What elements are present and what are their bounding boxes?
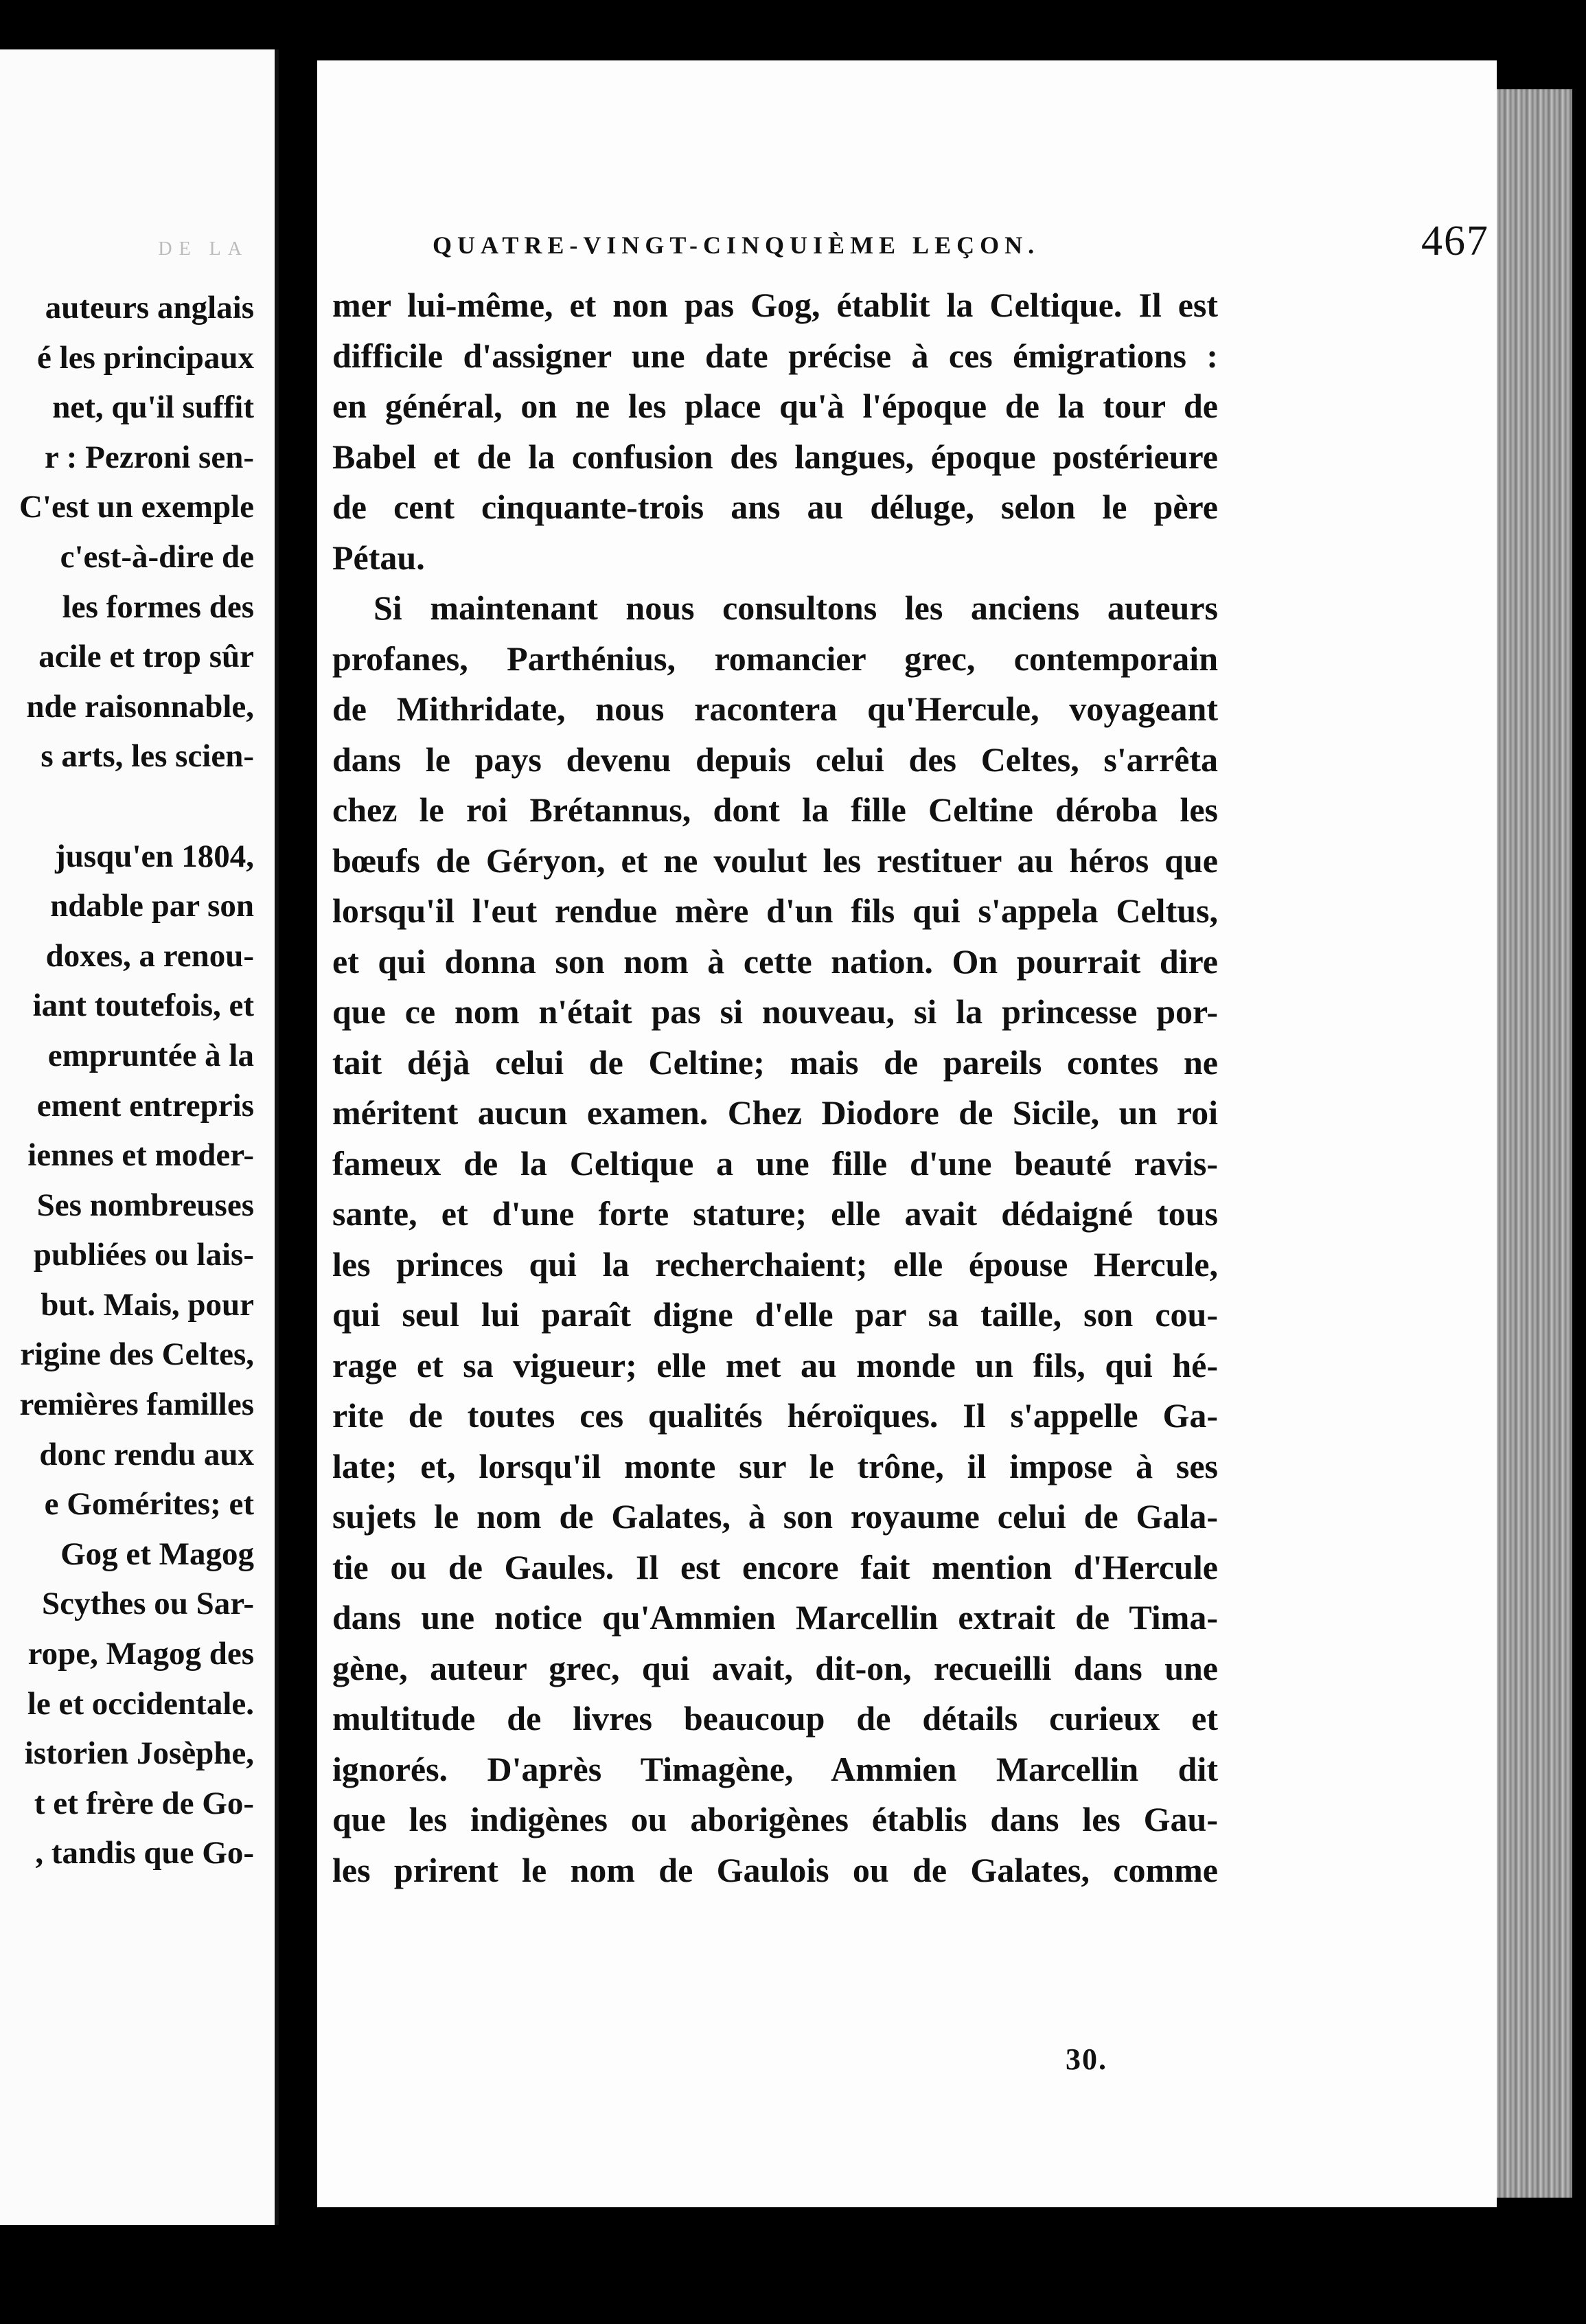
- left-line: publiées ou lais-: [33, 1237, 254, 1273]
- right-page: [317, 60, 1497, 2207]
- left-line: Ses nombreuses: [36, 1187, 254, 1223]
- left-line: istorien Josèphe,: [24, 1735, 254, 1772]
- running-head: QUATRE-VINGT-CINQUIÈME LEÇON.: [433, 231, 1040, 259]
- text-line: sujets le nom de Galates, à son royaume celui de Gala-: [332, 1497, 1218, 1536]
- left-line: , tandis que Go-: [35, 1835, 254, 1871]
- left-line: s arts, les scien-: [41, 738, 254, 775]
- left-line: r : Pezroni sen-: [45, 439, 254, 475]
- text-line: difficile d'assigner une date précise à ces émigrations :: [332, 336, 1218, 375]
- text-line: late; et, lorsqu'il monte sur le trône, il impose à ses: [332, 1446, 1218, 1485]
- left-line: Scythes ou Sar-: [42, 1586, 254, 1622]
- text-line: tie ou de Gaules. Il est encore fait mention d'Hercule: [332, 1547, 1218, 1586]
- left-line: empruntée à la: [47, 1037, 254, 1073]
- left-line: iennes et moder-: [27, 1137, 254, 1174]
- text-line: que les indigènes ou aborigènes établis dans les Gau-: [332, 1800, 1218, 1838]
- left-line: iant toutefois, et: [32, 988, 254, 1024]
- left-line: but. Mais, pour: [41, 1286, 254, 1323]
- left-line: ndable par son: [50, 888, 254, 924]
- text-line: les princes qui la recherchaient; elle épouse Hercule,: [332, 1244, 1218, 1284]
- text-line: en général, on ne les place qu'à l'époque de la tour de: [332, 387, 1218, 425]
- text-line: rite de toutes ces qualités héroïques. Il s'appelle Ga-: [332, 1396, 1218, 1435]
- left-line: donc rendu aux: [39, 1436, 254, 1472]
- text-line: profanes, Parthénius, romancier grec, contemporain: [332, 639, 1218, 678]
- left-page-text: [0, 238, 254, 1878]
- text-line: lorsqu'il l'eut rendue mère d'un fils qui s'appela Celtus,: [332, 891, 1218, 930]
- text-line: dans le pays devenu depuis celui des Celtes, s'arrêta: [332, 740, 1218, 779]
- text-line: gène, auteur grec, qui avait, dit-on, recueilli dans une: [332, 1648, 1218, 1687]
- left-line: jusqu'en 1804,: [55, 838, 254, 874]
- text-line: Babel et de la confusion des langues, époque postérieure: [332, 437, 1218, 476]
- text-line: méritent aucun examen. Chez Diodore de Sicile, un roi: [332, 1093, 1218, 1132]
- text-line: ignorés. D'après Timagène, Ammien Marcellin dit: [332, 1749, 1218, 1788]
- text-line: Si maintenant nous consultons les anciens auteurs: [373, 589, 1218, 627]
- left-line: le et occidentale.: [27, 1685, 254, 1722]
- left-line: Gog et Magog: [60, 1536, 254, 1572]
- left-line: net, qu'il suffit: [52, 389, 254, 426]
- text-line: qui seul lui paraît digne d'elle par sa taille, son cou-: [332, 1295, 1218, 1334]
- text-line: dans une notice qu'Ammien Marcellin extrait de Tima-: [332, 1598, 1218, 1637]
- left-line: [0, 782, 254, 832]
- left-page: [0, 49, 279, 2225]
- left-line: acile et trop sûr: [38, 639, 254, 675]
- text-line: fameux de la Celtique a une fille d'une beauté ravis-: [332, 1143, 1218, 1183]
- signature-mark: 30.: [1066, 2042, 1107, 2076]
- left-line: t et frère de Go-: [34, 1785, 254, 1821]
- text-line: que ce nom n'était pas si nouveau, si la princesse por-: [332, 992, 1218, 1031]
- text-line: de cent cinquante-trois ans au déluge, selon le père: [332, 488, 1218, 526]
- left-line: rope, Magog des: [27, 1636, 254, 1672]
- page-number: 467: [1421, 218, 1489, 264]
- text-line: bœufs de Géryon, et ne voulut les restituer au héros que: [332, 841, 1218, 880]
- left-line: é les principaux: [37, 339, 254, 376]
- text-line: chez le roi Brétannus, dont la fille Celtine déroba les: [332, 790, 1218, 829]
- text-line: les prirent le nom de Gaulois ou de Galates, comme: [332, 1850, 1218, 1889]
- left-running-head-fragment: DE LA: [158, 238, 249, 260]
- text-line: tait déjà celui de Celtine; mais de pareils contes ne: [332, 1043, 1218, 1082]
- text-line: de Mithridate, nous racontera qu'Hercule, voyageant: [332, 690, 1218, 728]
- left-line: C'est un exemple: [19, 489, 254, 525]
- left-line: les formes des: [62, 589, 254, 625]
- left-line: doxes, a renou-: [45, 937, 254, 974]
- text-line: Pétau.: [332, 538, 425, 577]
- left-line: nde raisonnable,: [26, 688, 254, 725]
- text-line: mer lui-même, et non pas Gog, établit la Celtique. Il est: [332, 286, 1218, 324]
- left-line: c'est-à-dire de: [60, 538, 254, 575]
- text-line: sante, et d'une forte stature; elle avait dédaigné tous: [332, 1194, 1218, 1233]
- text-line: et qui donna son nom à cette nation. On pourrait dire: [332, 942, 1218, 981]
- left-line: ement entrepris: [36, 1087, 254, 1124]
- left-line: e Gomérites; et: [44, 1486, 254, 1523]
- text-line: multitude de livres beaucoup de détails curieux et: [332, 1699, 1218, 1738]
- left-line: auteurs anglais: [45, 290, 254, 326]
- left-line: rigine des Celtes,: [20, 1336, 254, 1373]
- body-text: [332, 280, 1218, 1895]
- text-line: rage et sa vigueur; elle met au monde un fils, qui hé-: [332, 1345, 1218, 1385]
- left-line: remières familles: [19, 1387, 254, 1423]
